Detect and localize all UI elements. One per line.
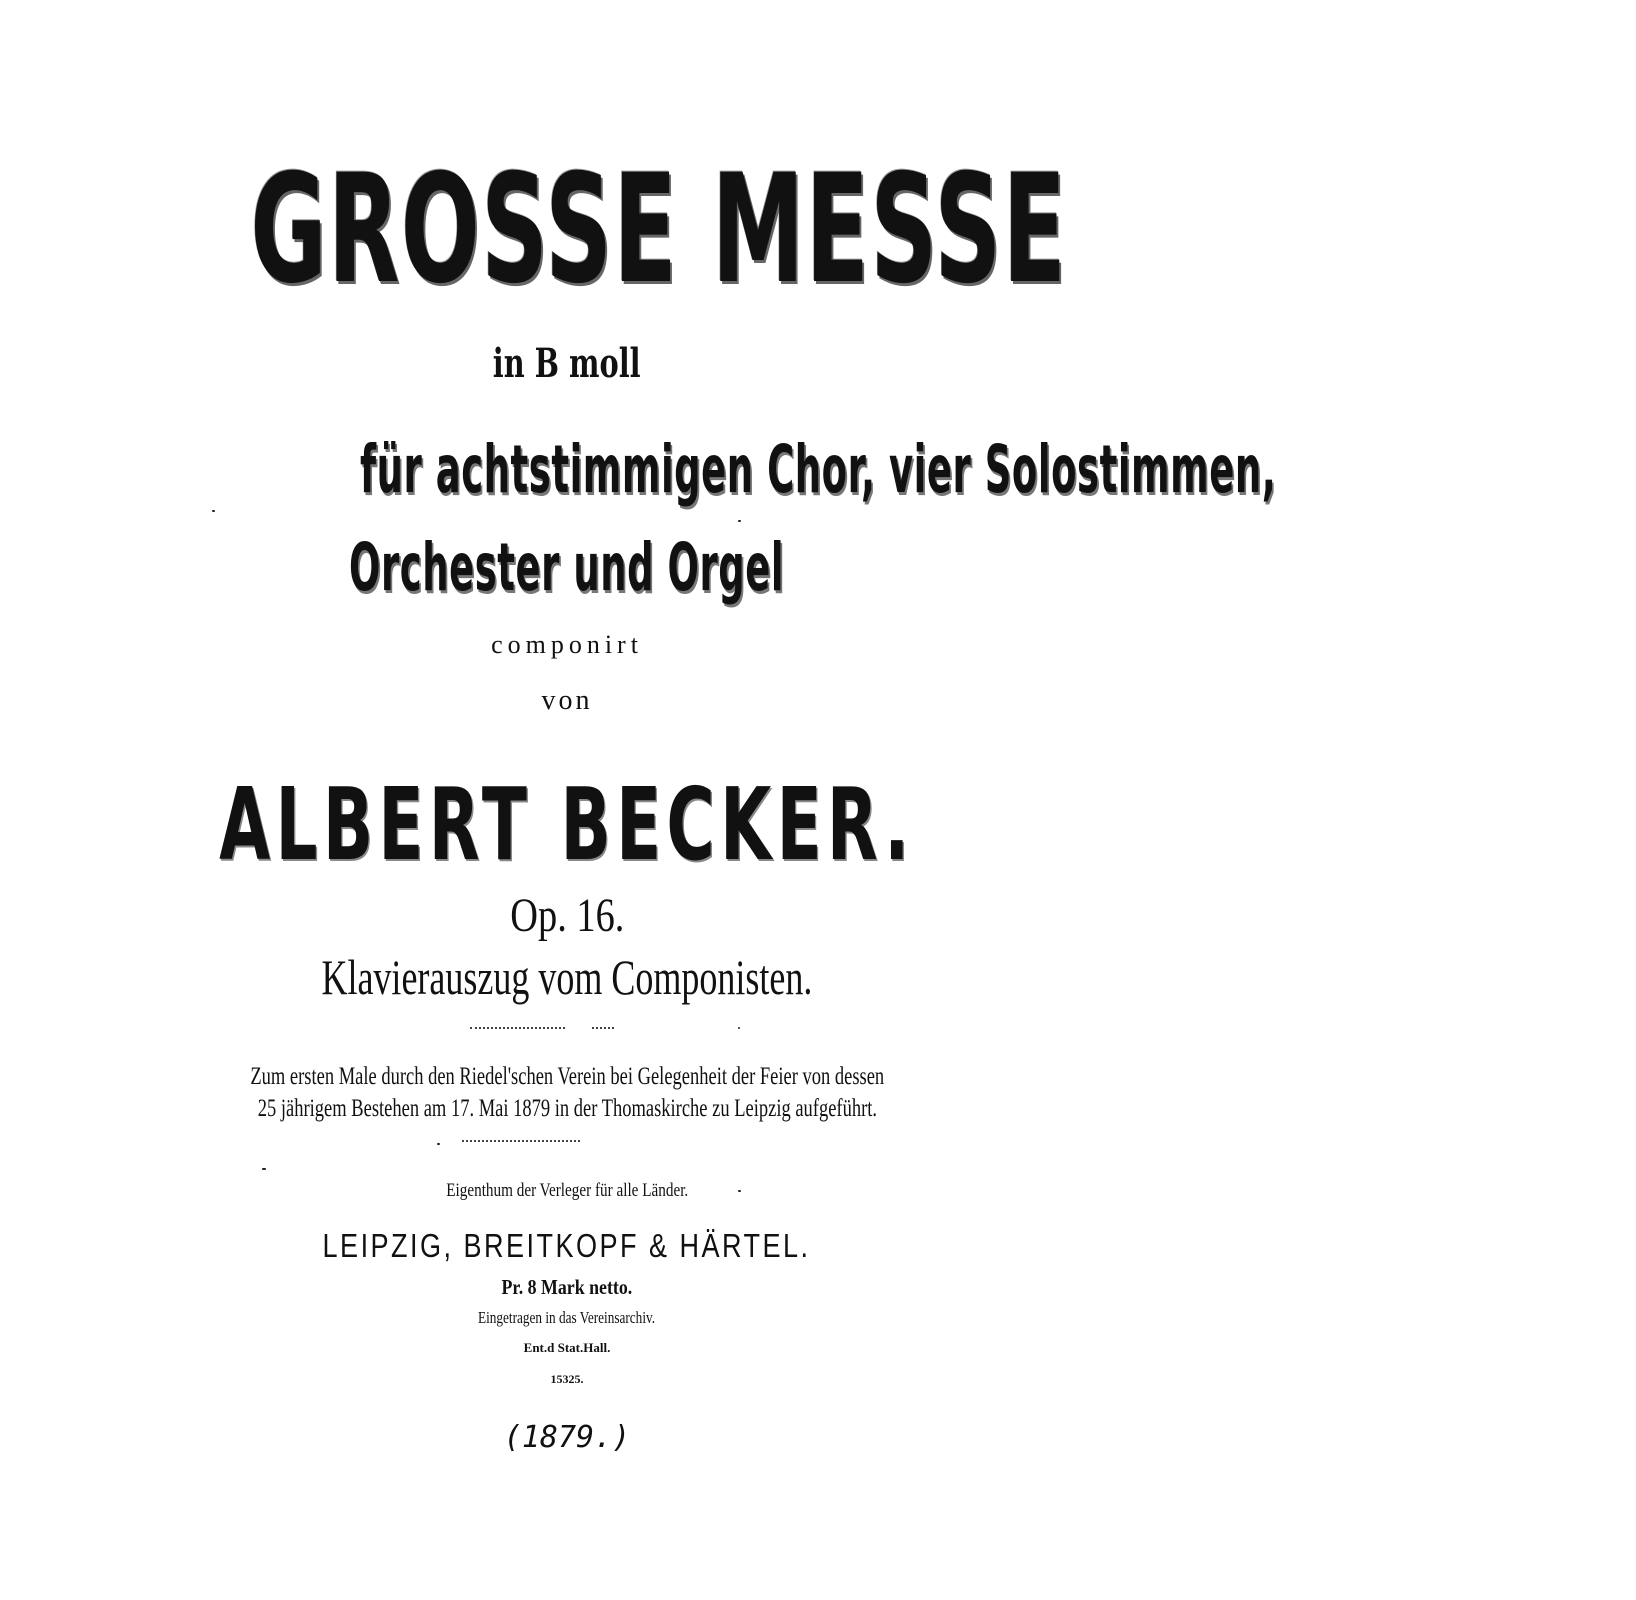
handwritten-year: (1879.) [503, 1420, 631, 1455]
opus-line [0, 888, 1134, 943]
rights-text: Eigenthum der Verleger für alle Länder. [445, 1180, 688, 1201]
premiere-text-1: Zum ersten Male durch den Riedel'schen Verein bei Gelegenheit der Feier von dessen [250, 1063, 884, 1090]
price-line [0, 1275, 1134, 1300]
premiere-line-2 [0, 1095, 1134, 1123]
key-text: in B moll [493, 340, 641, 387]
publisher-line [0, 1227, 1134, 1265]
registered-line [0, 1308, 1134, 1328]
composer-name: ALBERT BECKER. [219, 766, 915, 883]
plate-number: 15325. [550, 1372, 584, 1386]
registered-text: Eingetragen in das Vereinsarchiv. [478, 1308, 656, 1327]
componirt-text: componirt [491, 630, 643, 659]
scoring-text-1: für achtstimmigen Chor, vier Solostimmen, [359, 431, 1277, 508]
ornament-divider-top [470, 1027, 565, 1031]
print-speck [437, 1143, 440, 1145]
print-speck [738, 1190, 741, 1192]
scoring-line-2 [0, 528, 1134, 608]
key-line [0, 340, 1134, 387]
ornament-divider-bottom [462, 1140, 580, 1144]
price-text: Pr. 8 Mark netto. [501, 1275, 633, 1299]
arrangement-text: Klavierauszug vom Componisten. [321, 949, 813, 1005]
publisher-text: LEIPZIG, BREITKOPF & HÄRTEL. [323, 1227, 811, 1264]
print-speck [262, 1168, 266, 1170]
rights-line [0, 1180, 1134, 1202]
von-text: von [541, 685, 593, 716]
stationers-hall-text: Ent.d Stat.Hall. [523, 1340, 611, 1355]
premiere-text-2: 25 jährigem Bestehen am 17. Mai 1879 in der Thomaskirche zu Leipzig aufgeführt. [257, 1095, 877, 1122]
title [0, 140, 1134, 320]
premiere-line-1 [0, 1063, 1134, 1091]
scoring-line-1 [0, 430, 1277, 510]
composer-line [0, 766, 1134, 883]
print-speck [738, 1027, 740, 1029]
print-speck [738, 520, 741, 522]
title-text: GROSSE MESSE [250, 143, 1068, 317]
print-speck [212, 510, 215, 512]
ornament-divider-top-right [592, 1027, 614, 1031]
arrangement-line [0, 948, 1134, 1006]
scoring-text-2: Orchester und Orgel [349, 529, 785, 606]
opus-number: Op. 16. [509, 889, 625, 942]
